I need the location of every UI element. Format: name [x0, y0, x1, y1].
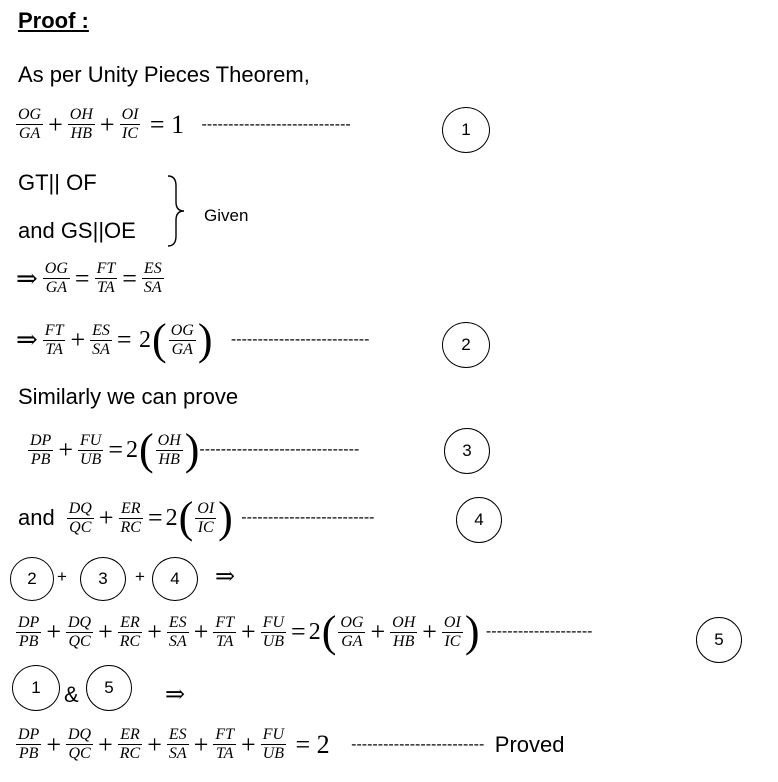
equals-one: = 1	[149, 109, 185, 139]
curly-brace-icon	[160, 172, 190, 250]
dash-leader: --------------------------	[230, 331, 370, 348]
given-line-1: GT|| OF	[18, 170, 97, 195]
fraction: $\frac{ER}{RC}$	[119, 613, 141, 650]
ref-circle-4: 4	[152, 557, 198, 601]
fraction: $\frac{ES}{SA}$	[168, 726, 187, 762]
plus-sign: +	[57, 567, 67, 586]
ref-circle-5: 5	[86, 665, 132, 711]
fraction: $\frac{DP}{PB}$	[30, 431, 52, 468]
fraction: $\frac{DQ}{QC}$	[68, 613, 92, 650]
fraction: $\frac{ES}{SA}$	[143, 260, 162, 296]
ref-circle-3: 3	[80, 557, 126, 601]
eq-number-circle-2: 2	[442, 322, 490, 368]
equation-4: and $\frac{DQ}{QC}$ + $\frac{ER}{RC}$ = 2( $\frac{OI}{IC}$ ) -------------------------	[18, 493, 375, 542]
eq-number-circle-4: 4	[456, 497, 502, 543]
equals-two: = 2	[295, 729, 330, 759]
fraction: $\frac{OH}{HB}$	[157, 431, 181, 468]
dash-leader: -------------------------	[351, 735, 485, 753]
fraction: $\frac{ER}{RC}$	[120, 499, 141, 536]
eq-number-circle-3: 3	[444, 428, 490, 474]
plus-sign: +	[135, 567, 145, 586]
dash-leader: --------------------	[485, 623, 593, 640]
final-equation: $\frac{DP}{PB}$ + $\frac{DQ}{QC}$ + $\frac{ER}{RC}$ + $\frac{ES}{SA}$ + $\frac{FT}{TA}$ + $\frac{FU}{UB}$ = 2 ------------------------- Proved	[18, 726, 565, 762]
equation-2: ⇒ $\frac{FT}{TA}$ + $\frac{ES}{SA}$ = 2( $\frac{OG}{GA}$ ) --------------------------	[16, 315, 370, 364]
fraction: $\frac{FU}{UB}$	[262, 613, 285, 650]
dash-leader: ------------------------------	[199, 441, 360, 458]
fraction: $\frac{ES}{SA}$	[92, 321, 110, 358]
fraction: $\frac{OG}{GA}$	[340, 613, 364, 650]
fraction: $\frac{DQ}{QC}$	[68, 726, 92, 762]
given-label: Given	[204, 206, 249, 225]
ampersand: &	[64, 682, 79, 707]
fraction: $\frac{DP}{PB}$	[18, 726, 40, 762]
intro-text: As per Unity Pieces Theorem,	[18, 62, 310, 87]
equation-5: $\frac{DP}{PB}$ + $\frac{DQ}{QC}$ + $\frac{ER}{RC}$ + $\frac{ES}{SA}$ + $\frac{FT}{TA}$ + $\frac{FU}{UB}$ = 2( $\frac{OG}{GA}$ + $\frac{OH}{HB}$ + $\frac{OI}{IC}$ ) --------------------	[18, 607, 593, 656]
equation-ratio-equal: ⇒ $\frac{OG}{GA}$ = $\frac{FT}{TA}$ = $\frac{ES}{SA}$	[16, 260, 162, 296]
fraction: $\frac{DQ}{QC}$	[68, 499, 92, 536]
fraction: $\frac{FT}{TA}$	[215, 613, 235, 650]
ref-circle-1: 1	[12, 665, 60, 711]
fraction: $\frac{FT}{TA}$	[44, 321, 64, 358]
fraction: $\frac{OI}{IC}$	[443, 613, 461, 650]
dash-leader: -------------------------	[241, 509, 375, 526]
fraction: $\frac{FT}{TA}$	[96, 260, 116, 296]
fraction: $\frac{FU}{UB}$	[262, 726, 285, 762]
proved-label: Proved	[494, 731, 565, 757]
ref-circle-2: 2	[10, 557, 54, 601]
fraction: $\frac{OH}{HB}$	[69, 106, 93, 142]
fraction: $\frac{OG}{GA}$	[18, 106, 42, 142]
implies-arrow: ⇒	[215, 564, 236, 590]
fraction: $\frac{FU}{UB}$	[80, 431, 102, 468]
fraction: $\frac{OI}{IC}$	[121, 106, 139, 142]
fraction: $\frac{DP}{PB}$	[18, 613, 40, 650]
fraction: $\frac{OH}{HB}$	[392, 613, 416, 650]
proof-title: Proof :	[18, 8, 89, 33]
fraction: $\frac{OG}{GA}$	[170, 321, 194, 358]
given-line-2: and GS||OE	[18, 218, 136, 243]
equation-1: $\frac{OG}{GA}$ + $\frac{OH}{HB}$ + $\frac{OI}{IC}$ = 1 ----------------------------	[18, 106, 351, 142]
equation-3: $\frac{DP}{PB}$ + $\frac{FU}{UB}$ = 2( $\frac{OH}{HB}$ )------------------------------	[30, 425, 360, 474]
fraction: $\frac{ER}{RC}$	[119, 726, 141, 762]
fraction: $\frac{ES}{SA}$	[168, 613, 187, 650]
fraction: $\frac{FT}{TA}$	[215, 726, 235, 762]
similarly-text: Similarly we can prove	[18, 384, 239, 409]
fraction: $\frac{OI}{IC}$	[197, 499, 215, 536]
eq-number-circle-5: 5	[696, 617, 742, 663]
dash-leader: ----------------------------	[201, 115, 351, 133]
eq-number-circle-1: 1	[442, 107, 490, 153]
fraction: $\frac{OG}{GA}$	[44, 260, 68, 296]
implies-arrow: ⇒	[165, 682, 186, 708]
